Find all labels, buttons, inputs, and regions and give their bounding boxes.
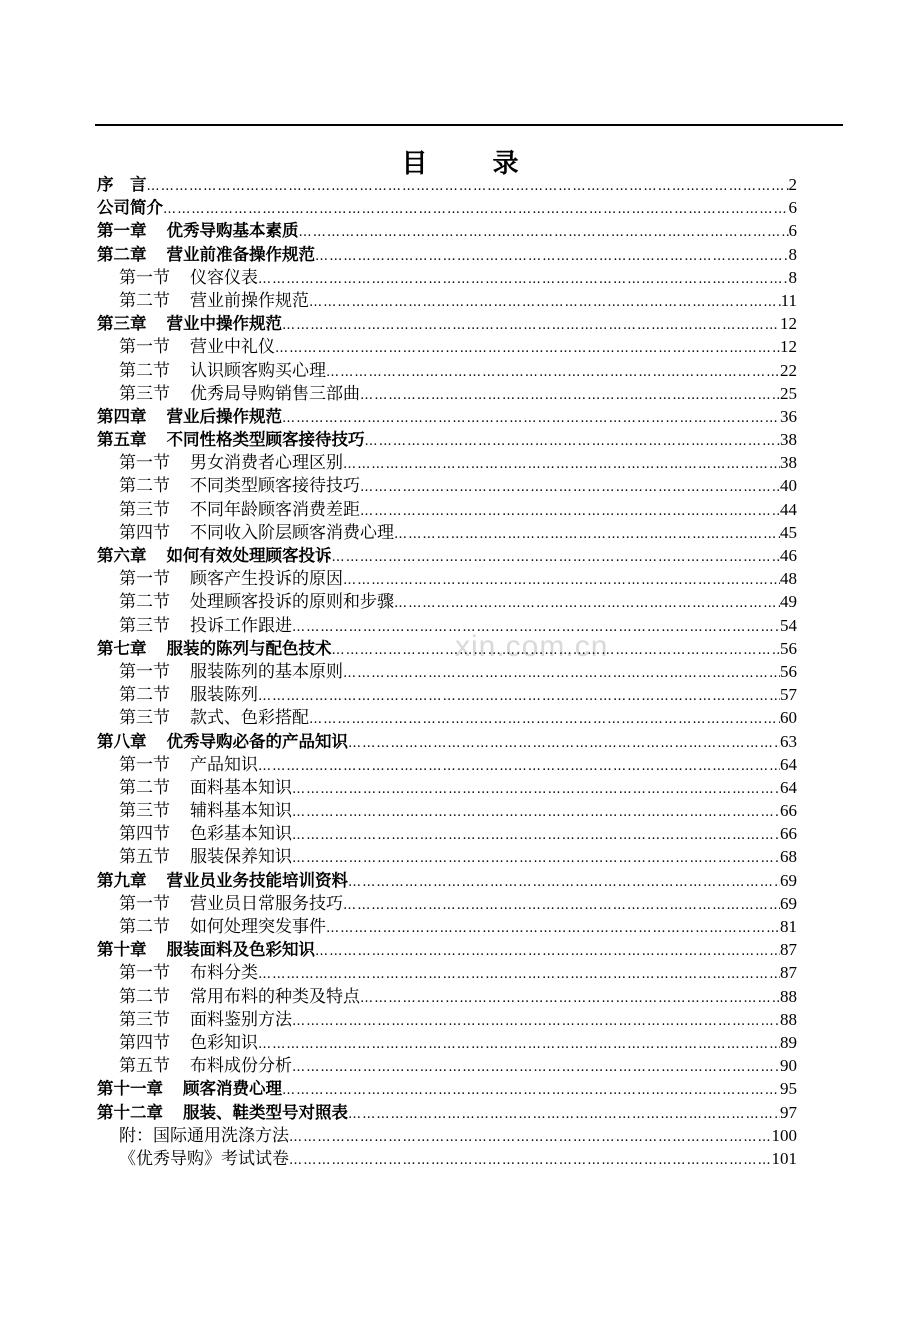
toc-entry-text: 不同年龄顾客消费差距	[190, 499, 360, 520]
toc-page-number: 101	[771, 1148, 797, 1168]
toc-section-row[interactable]	[97, 753, 797, 776]
toc-dot-leader	[332, 546, 781, 567]
toc-entry-text: 辅料基本知识	[190, 801, 292, 822]
toc-entry-label	[119, 615, 292, 637]
toc-dot-leader	[360, 384, 780, 405]
toc-entry-number: 第八章	[97, 731, 147, 751]
toc-page-number: 87	[780, 963, 797, 983]
toc-section-row[interactable]	[97, 1008, 797, 1031]
toc-entry-label	[119, 1032, 258, 1054]
toc-entry-label	[119, 800, 292, 822]
toc-chapter-row[interactable]	[97, 196, 797, 219]
toc-section-row[interactable]	[97, 382, 797, 405]
toc-entry-label	[119, 591, 394, 613]
toc-title: 目 录	[401, 149, 547, 179]
toc-entry-label	[97, 730, 348, 753]
toc-page-number: 88	[780, 986, 797, 1006]
toc-entry-label	[119, 707, 309, 729]
toc-entry-number: 第二节	[119, 685, 170, 706]
toc-dot-leader	[258, 755, 780, 776]
toc-entry-number: 公司简介	[97, 198, 163, 218]
toc-entry-text: 仪容仪表	[190, 267, 258, 288]
toc-entry-label	[97, 428, 365, 451]
toc-entry-text: 服装的陈列与配色技术	[166, 638, 332, 658]
toc-entry-text: 营业前准备操作规范	[166, 244, 315, 264]
toc-entry-number: 第二章	[97, 244, 147, 264]
toc-page-number: 38	[780, 453, 797, 473]
toc-page-number: 81	[780, 917, 797, 936]
watermark: xin.com.cn	[455, 630, 609, 663]
toc-entry-number: 第三节	[119, 1009, 170, 1030]
toc-entry-text: 投诉工作跟进	[190, 615, 292, 636]
toc-entry-number: 第六章	[97, 546, 147, 565]
toc-page-number: 54	[780, 615, 797, 635]
toc-section-row[interactable]	[97, 799, 797, 822]
toc-entry-text: 服装陈列的基本原则	[190, 661, 343, 682]
toc-dot-leader	[348, 732, 780, 753]
toc-entry-label	[119, 1125, 289, 1147]
toc-entry-label	[97, 938, 315, 961]
toc-entry-number: 第一节	[119, 893, 170, 914]
toc-page-number: 8	[788, 267, 797, 287]
toc-section-row[interactable]	[97, 359, 797, 382]
toc-entry-number: 第三节	[119, 615, 170, 636]
toc-entry-number: 第五章	[97, 430, 147, 450]
toc-chapter-row[interactable]	[97, 219, 797, 242]
toc-section-row[interactable]	[97, 266, 797, 289]
toc-entry-text: 色彩基本知识	[190, 824, 292, 845]
toc-page-number: 60	[780, 708, 797, 728]
toc-entry-label	[119, 893, 343, 915]
toc-page-number: 56	[780, 638, 797, 658]
toc-entry-number: 附：国际通用洗涤方法	[119, 1125, 289, 1146]
toc-entry-text: 产品知识	[190, 754, 258, 775]
toc-entry-number: 第二节	[119, 592, 170, 613]
toc-entry-label	[119, 1055, 292, 1077]
toc-dot-leader	[292, 1010, 780, 1031]
toc-dot-leader	[147, 175, 789, 196]
toc-section-row[interactable]	[97, 567, 797, 590]
toc-dot-leader	[360, 500, 780, 521]
toc-dot-leader	[292, 616, 780, 637]
toc-entry-label	[97, 405, 282, 428]
toc-entry-text: 如何处理突发事件	[190, 917, 326, 937]
toc-section-row[interactable]	[97, 985, 797, 1008]
toc-entry-label	[119, 452, 343, 474]
toc-entry-label	[97, 312, 282, 335]
toc-entry-number: 第九章	[97, 870, 147, 890]
toc-entry-text: 如何有效处理顾客投诉	[166, 546, 332, 565]
toc-entry-number: 第一节	[119, 569, 170, 590]
toc-page-number: 8	[788, 244, 797, 264]
toc-entry-number: 第十章	[97, 940, 147, 960]
toc-dot-leader	[309, 291, 781, 312]
toc-entry-number: 第三节	[119, 499, 170, 520]
toc-section-row[interactable]	[97, 845, 797, 868]
toc-dot-leader	[292, 801, 780, 822]
toc-entry-number: 第一章	[97, 221, 147, 241]
toc-chapter-row[interactable]	[97, 637, 797, 660]
toc-chapter-row[interactable]	[97, 1101, 797, 1124]
toc-entry-number: 第一节	[119, 661, 170, 682]
toc-section-row[interactable]	[97, 706, 797, 729]
toc-dot-leader	[289, 1149, 772, 1170]
toc-entry-number: 序 言	[97, 175, 147, 194]
toc-entry-text: 款式、色彩搭配	[190, 708, 309, 729]
toc-section-row[interactable]	[97, 776, 797, 799]
toc-entry-number: 第一节	[119, 453, 170, 474]
toc-entry-text: 认识顾客购买心理	[190, 360, 326, 381]
toc-entry-number: 第四节	[119, 522, 170, 543]
toc-dot-leader	[282, 314, 780, 335]
toc-entry-text: 不同收入阶层顾客消费心理	[190, 522, 394, 543]
toc-entry-text: 服装、鞋类型号对照表	[183, 1102, 348, 1122]
toc-page-number: 12	[780, 314, 797, 334]
toc-page-number: 45	[780, 522, 797, 542]
toc-entry-text: 顾客产生投诉的原因	[190, 569, 343, 590]
toc-entry-number: 第二节	[119, 986, 170, 1007]
toc-dot-leader	[326, 361, 780, 382]
toc-dot-leader	[292, 778, 780, 799]
toc-chapter-row[interactable]	[97, 869, 797, 892]
toc-section-row[interactable]	[97, 822, 797, 845]
toc-entry-number: 第一节	[119, 337, 170, 358]
toc-entry-number: 第三节	[119, 708, 170, 729]
toc-entry-label	[119, 916, 326, 938]
toc-dot-leader	[394, 592, 780, 613]
toc-section-row[interactable]	[97, 1054, 797, 1077]
toc-entry-number: 第五节	[119, 1056, 170, 1077]
toc-dot-leader	[163, 198, 789, 219]
toc-page-number: 40	[780, 476, 797, 496]
toc-entry-number: 第四节	[119, 1032, 170, 1053]
toc-section-row[interactable]	[97, 961, 797, 984]
toc-section-row[interactable]	[97, 498, 797, 521]
toc-section-row[interactable]	[97, 590, 797, 613]
toc-page-number: 48	[780, 569, 797, 589]
toc-entry-number: 第二节	[119, 917, 170, 937]
toc-dot-leader	[289, 1126, 772, 1147]
toc-dot-leader	[348, 1103, 780, 1124]
toc-chapter-row[interactable]	[97, 1077, 797, 1100]
toc-entry-number: 第二节	[119, 476, 170, 497]
toc-section-row[interactable]	[97, 1031, 797, 1054]
toc-page-number: 100	[771, 1125, 797, 1145]
toc-page-number: 57	[780, 685, 797, 705]
toc-chapter-row[interactable]	[97, 428, 797, 451]
toc-chapter-row[interactable]	[97, 730, 797, 753]
toc-section-row[interactable]	[97, 683, 797, 706]
toc-entry-label	[119, 1148, 289, 1170]
toc-page-number: 87	[780, 940, 797, 960]
toc-entry-text: 服装陈列	[190, 685, 258, 706]
toc-dot-leader	[326, 917, 780, 938]
toc-page-number: 25	[780, 383, 797, 403]
toc-page-number: 46	[780, 546, 797, 565]
toc-chapter-row[interactable]	[97, 312, 797, 335]
toc-dot-leader	[258, 1033, 780, 1054]
toc-dot-leader	[394, 523, 780, 544]
toc-dot-leader	[275, 337, 780, 358]
toc-entry-label	[97, 1077, 282, 1100]
toc-dot-leader	[292, 847, 780, 868]
header-rule	[95, 124, 843, 126]
toc-entry-number: 第三节	[119, 801, 170, 822]
toc-entry-label	[119, 383, 360, 405]
toc-section-row[interactable]	[97, 915, 797, 938]
toc-page-number: 88	[780, 1009, 797, 1029]
table-of-contents	[97, 173, 797, 1170]
toc-entry-label	[97, 219, 299, 242]
toc-entry-text: 不同性格类型顾客接待技巧	[166, 430, 365, 450]
toc-entry-label	[97, 637, 332, 660]
toc-page-number: 68	[780, 847, 797, 867]
toc-entry-text: 面料基本知识	[190, 777, 292, 798]
toc-entry-text: 营业员日常服务技巧	[190, 893, 343, 914]
toc-entry-label	[119, 823, 292, 845]
toc-page-number: 22	[780, 360, 797, 380]
toc-entry-text: 顾客消费心理	[183, 1079, 282, 1099]
toc-page-number: 56	[780, 661, 797, 681]
toc-page-number: 6	[788, 221, 797, 241]
toc-entry-text: 营业中礼仪	[190, 337, 275, 358]
toc-entry-label	[119, 1009, 292, 1031]
toc-section-row[interactable]	[97, 521, 797, 544]
toc-dot-leader	[282, 1079, 780, 1100]
toc-page-number: 66	[780, 801, 797, 821]
toc-entry-number: 第七章	[97, 638, 147, 658]
toc-entry-text: 常用布料的种类及特点	[190, 986, 360, 1007]
toc-entry-number: 第五节	[119, 847, 170, 868]
toc-page-number: 64	[780, 777, 797, 797]
toc-page-number: 95	[780, 1079, 797, 1099]
toc-entry-label	[97, 869, 348, 892]
toc-entry-label	[119, 684, 258, 706]
toc-entry-label	[119, 661, 343, 683]
toc-page-number: 97	[780, 1102, 797, 1122]
toc-page-number: 89	[780, 1032, 797, 1052]
toc-page-number: 69	[780, 893, 797, 913]
toc-entry-label	[97, 544, 332, 567]
toc-entry-label	[119, 267, 258, 289]
toc-entry-text: 优秀导购基本素质	[166, 221, 299, 241]
toc-entry-text: 布料成份分析	[190, 1056, 292, 1077]
toc-entry-label	[119, 522, 394, 544]
toc-entry-text: 营业前操作规范	[190, 290, 309, 311]
toc-entry-number: 第三节	[119, 383, 170, 404]
toc-entry-text: 服装保养知识	[190, 847, 292, 868]
toc-page-number: 38	[780, 430, 797, 450]
toc-dot-leader	[343, 894, 780, 915]
toc-chapter-row[interactable]	[97, 173, 797, 196]
toc-entry-text: 面料鉴别方法	[190, 1009, 292, 1030]
toc-page-number: 49	[780, 592, 797, 612]
toc-dot-leader	[365, 430, 781, 451]
toc-entry-label	[119, 568, 343, 590]
toc-entry-label	[119, 290, 309, 312]
toc-section-row[interactable]	[97, 335, 797, 358]
toc-entry-label	[119, 475, 360, 497]
toc-entry-number: 第二节	[119, 290, 170, 311]
toc-entry-label	[119, 962, 258, 984]
toc-dot-leader	[309, 708, 780, 729]
toc-page-number: 11	[780, 290, 797, 310]
toc-dot-leader	[292, 1056, 780, 1077]
toc-entry-label	[119, 499, 360, 521]
toc-dot-leader	[292, 824, 780, 845]
toc-dot-leader	[258, 268, 789, 289]
toc-chapter-row[interactable]	[97, 938, 797, 961]
toc-entry-label	[97, 173, 147, 196]
toc-entry-label	[97, 243, 315, 266]
toc-entry-text: 优秀局导购销售三部曲	[190, 383, 360, 404]
toc-entry-number: 《优秀导购》考试试卷	[119, 1148, 289, 1169]
toc-section-row[interactable]	[97, 289, 797, 312]
toc-chapter-row[interactable]	[97, 544, 797, 567]
toc-dot-leader	[360, 476, 780, 497]
toc-section-row[interactable]	[97, 1147, 797, 1170]
toc-dot-leader	[348, 871, 780, 892]
toc-entry-text: 服装面料及色彩知识	[166, 940, 315, 960]
toc-page-number: 63	[780, 731, 797, 751]
toc-entry-text: 布料分类	[190, 963, 258, 984]
toc-entry-number: 第十一章	[97, 1079, 163, 1099]
toc-entry-text: 男女消费者心理区别	[190, 453, 343, 474]
toc-dot-leader	[258, 685, 780, 706]
toc-section-row[interactable]	[97, 614, 797, 637]
toc-entry-label	[119, 754, 258, 776]
toc-entry-text: 处理顾客投诉的原则和步骤	[190, 592, 394, 613]
toc-entry-text: 不同类型顾客接待技巧	[190, 476, 360, 497]
toc-entry-number: 第一节	[119, 963, 170, 984]
toc-entry-text: 营业员业务技能培训资料	[166, 870, 348, 890]
toc-dot-leader	[343, 569, 780, 590]
toc-entry-label	[119, 777, 292, 799]
toc-entry-label	[97, 1101, 348, 1124]
toc-page-number: 90	[780, 1056, 797, 1076]
toc-chapter-row[interactable]	[97, 243, 797, 266]
toc-section-row[interactable]	[97, 1124, 797, 1147]
toc-page-number: 69	[780, 870, 797, 890]
toc-dot-leader	[299, 221, 789, 242]
toc-entry-number: 第十二章	[97, 1102, 163, 1122]
toc-chapter-row[interactable]	[97, 405, 797, 428]
toc-entry-number: 第三章	[97, 314, 147, 334]
toc-entry-label	[119, 336, 275, 358]
toc-section-row[interactable]	[97, 892, 797, 915]
toc-entry-text: 优秀导购必备的产品知识	[166, 731, 348, 751]
toc-page-number: 64	[780, 754, 797, 774]
toc-dot-leader	[258, 963, 780, 984]
toc-entry-text: 营业中操作规范	[166, 314, 282, 334]
toc-entry-number: 第二节	[119, 777, 170, 798]
toc-dot-leader	[360, 987, 780, 1008]
toc-entry-text: 色彩知识	[190, 1032, 258, 1053]
toc-dot-leader	[315, 245, 789, 266]
toc-section-row[interactable]	[97, 660, 797, 683]
toc-entry-label	[97, 196, 163, 219]
toc-section-row[interactable]	[97, 474, 797, 497]
toc-dot-leader	[315, 940, 780, 961]
toc-entry-number: 第一节	[119, 754, 170, 775]
toc-entry-number: 第二节	[119, 360, 170, 381]
toc-dot-leader	[343, 453, 780, 474]
toc-page-number: 36	[780, 406, 797, 426]
toc-dot-leader	[332, 639, 781, 660]
toc-page-number: 2	[788, 175, 797, 194]
toc-entry-number: 第四章	[97, 406, 147, 426]
toc-entry-label	[119, 360, 326, 382]
toc-page-number: 6	[788, 198, 797, 218]
toc-entry-label	[119, 846, 292, 868]
toc-entry-number: 第四节	[119, 824, 170, 845]
toc-section-row[interactable]	[97, 451, 797, 474]
toc-entry-label	[119, 986, 360, 1008]
toc-dot-leader	[343, 662, 780, 683]
toc-dot-leader	[282, 407, 780, 428]
toc-entry-number: 第一节	[119, 267, 170, 288]
toc-page-number: 44	[780, 499, 797, 519]
toc-entry-text: 营业后操作规范	[166, 406, 282, 426]
toc-page-number: 12	[780, 337, 797, 357]
toc-page-number: 66	[780, 824, 797, 844]
